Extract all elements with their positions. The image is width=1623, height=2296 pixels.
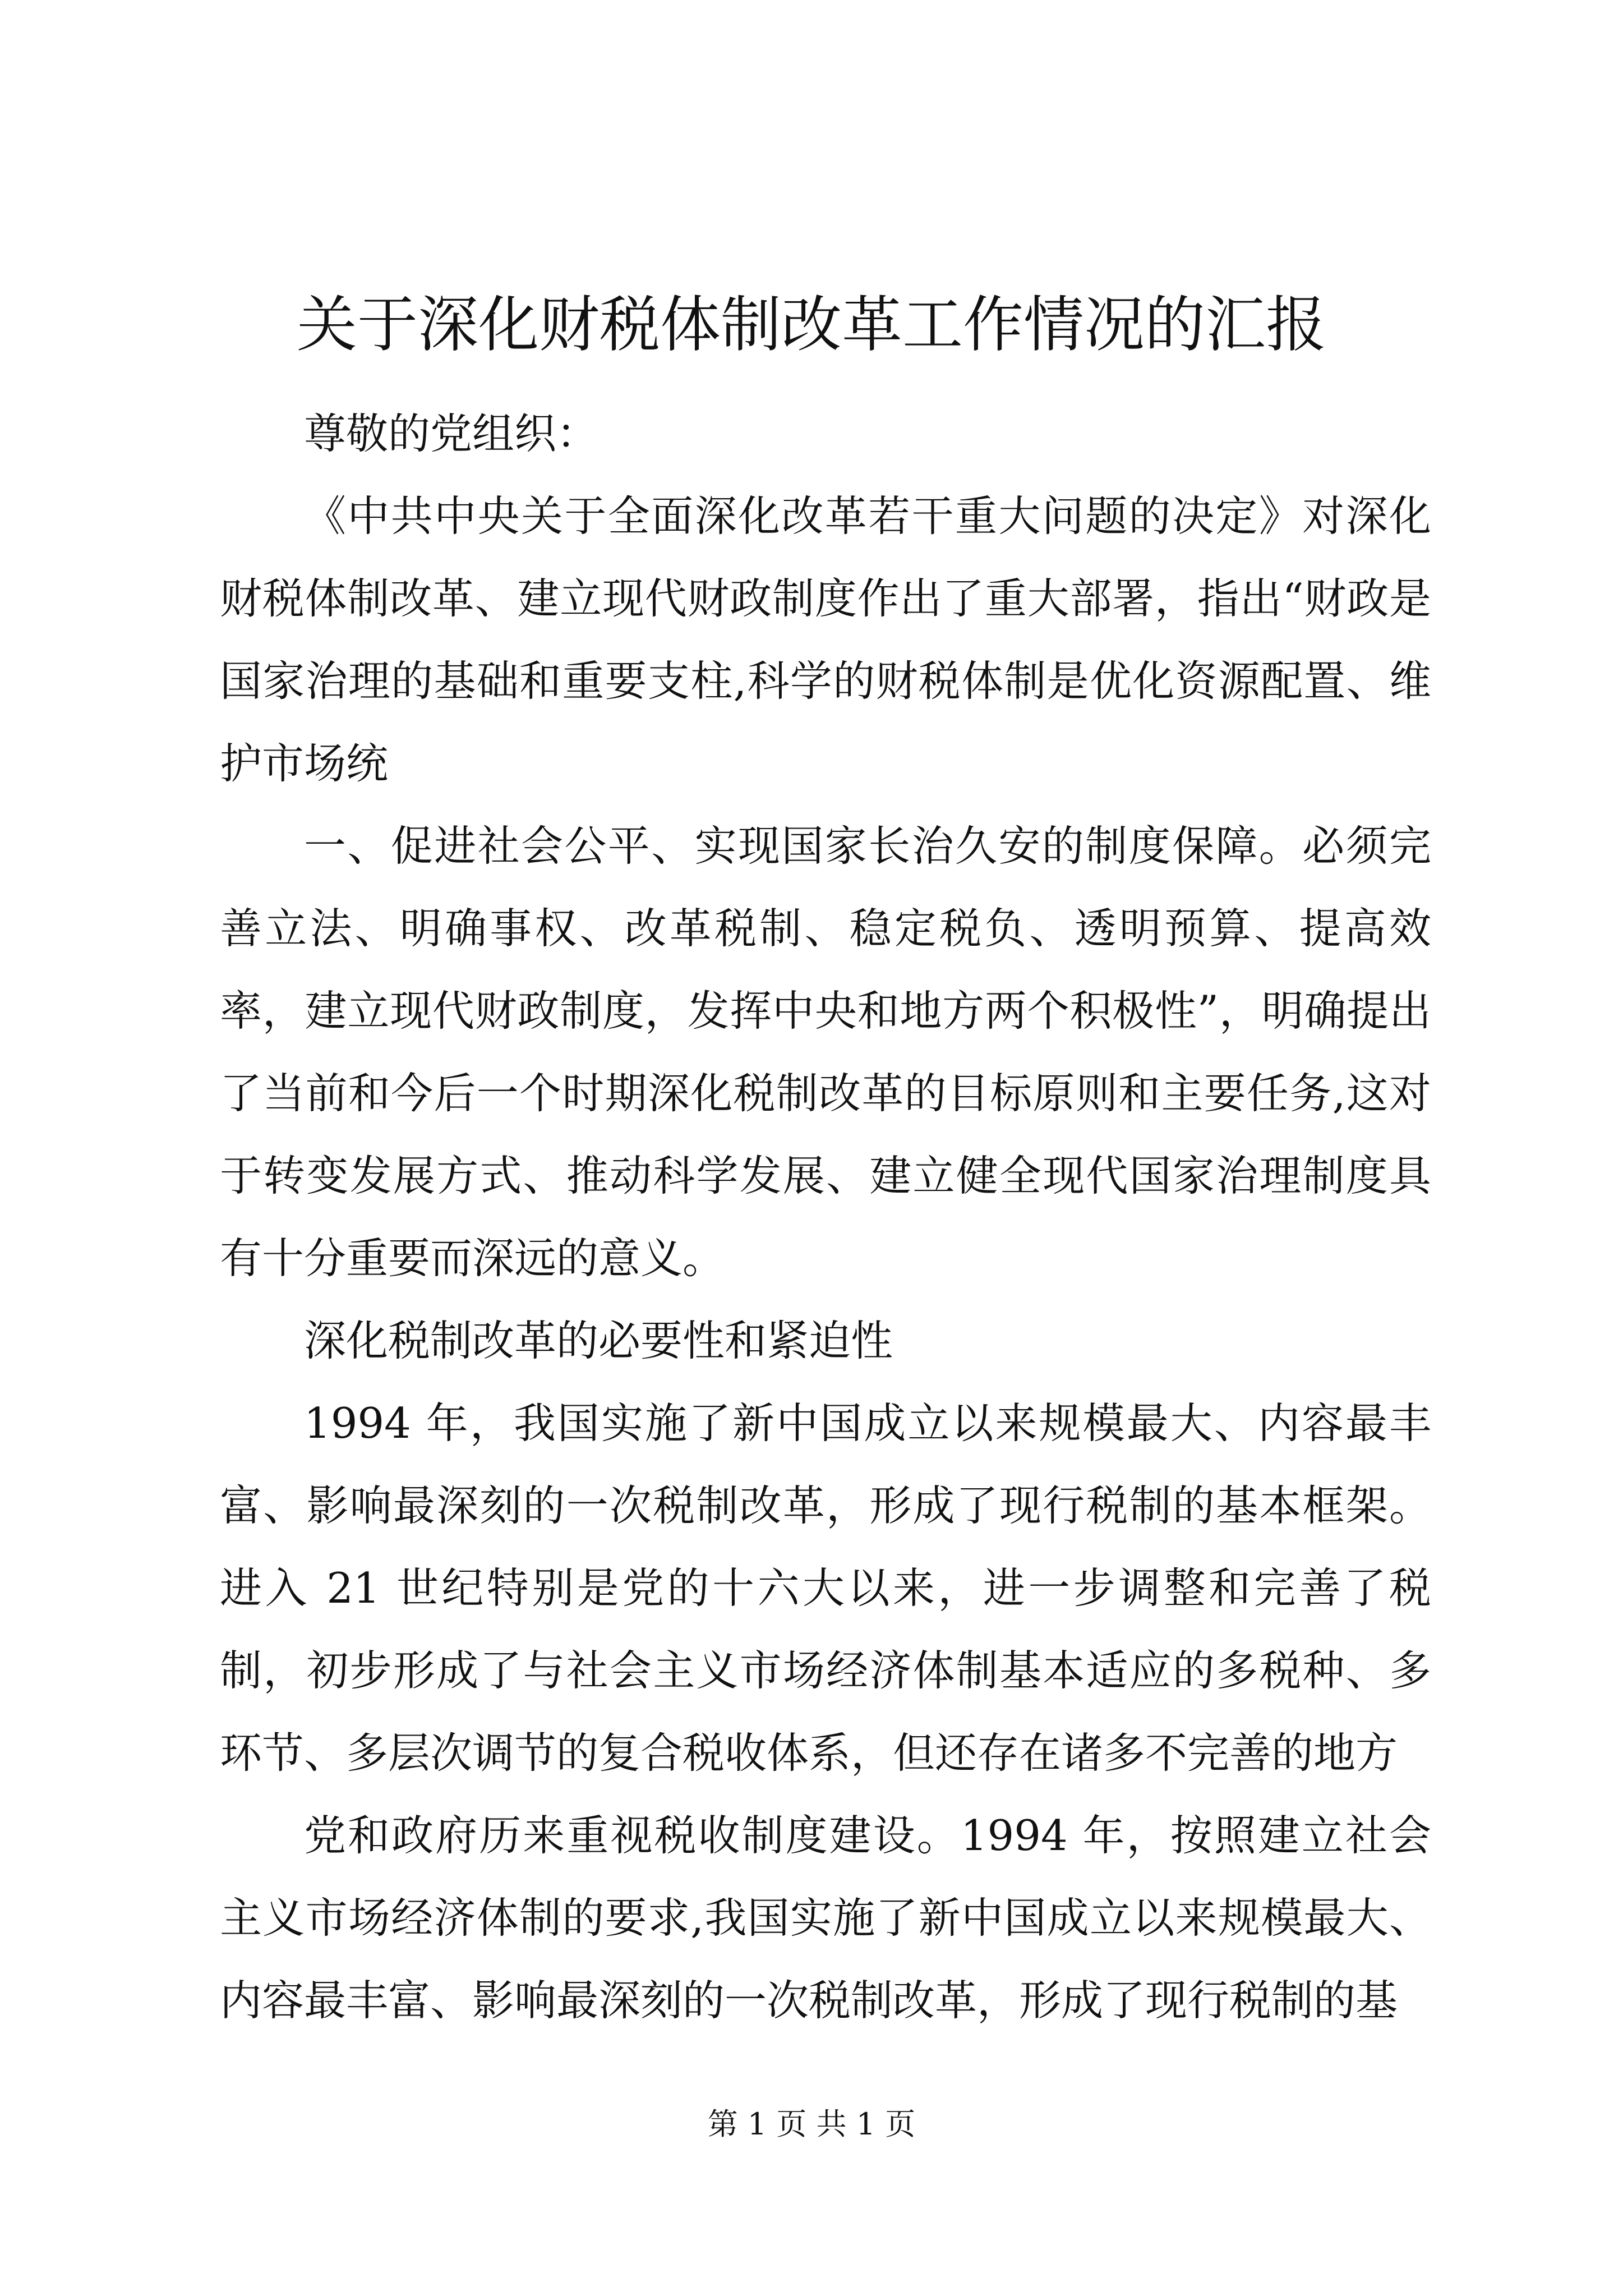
section-heading: 深化税制改革的必要性和紧迫性 <box>304 1316 893 1365</box>
salutation: 尊敬的党组织： <box>304 409 599 458</box>
paragraph: 党和政府历来重视税收制度建设。1994 年，按照建立社会主义市场经济体制的要求,我国实施了新中国成立以来规模最大、内容最丰富、影响最深刻的一次税制改革，形成了现行税制的基 <box>220 1811 1431 2025</box>
paragraph: 《中共中央关于全面深化改革若干重大问题的决定》对深化财税体制改革、建立现代财政制度作出了重大部署，指出“财政是国家治理的基础和重要支柱,科学的财税体制是优化资源配置、维护市场统 <box>220 491 1431 788</box>
paragraph: 一、促进社会公平、实现国家长治久安的制度保障。必须完善立法、明确事权、改革税制、稳定税负、透明预算、提高效率，建立现代财政制度，发挥中央和地方两个积极性”，明确提出了当前和今后一个时期深化税制改革的目标原则和主要任务,这对于转变发展方式、推动科学发展、建立健全现代国家治理制度具有十分重要而深远的意义。 <box>220 821 1431 1283</box>
paragraph: 1994 年，我国实施了新中国成立以来规模最大、内容最丰富、影响最深刻的一次税制改革，形成了现行税制的基本框架。进入 21 世纪特别是党的十六大以来，进一步调整和完善了税制，初步形成了与社会主义市场经济体制基本适应的多税种、多环节、多层次调节的复合税收体系，但还存在诸多不完善的地方 <box>220 1398 1431 1778</box>
page-footer: 第 1 页 共 1 页 <box>707 2106 916 2142</box>
document-body <box>220 393 1431 2042</box>
document-title: 关于深化财税体制改革工作情况的汇报 <box>296 290 1326 360</box>
